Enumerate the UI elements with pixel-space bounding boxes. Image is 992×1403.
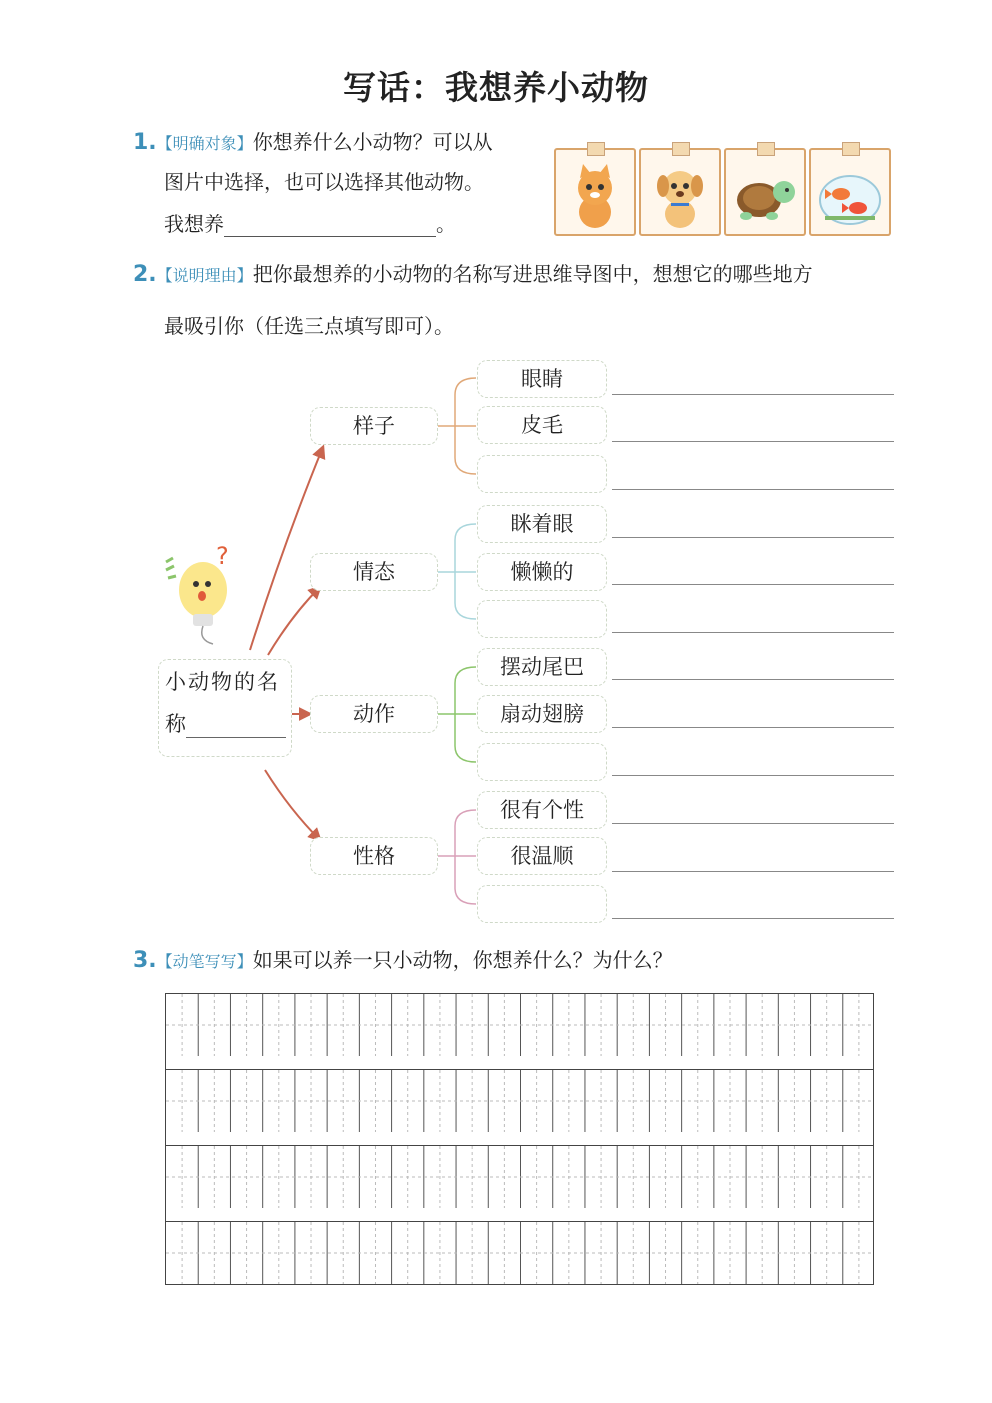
q3-line1	[133, 944, 673, 973]
branch-expression: 情态	[310, 553, 438, 591]
leaf-action-3[interactable]	[477, 743, 607, 781]
grid-row-gap	[165, 1209, 874, 1221]
grid-row[interactable]	[165, 1145, 874, 1209]
q1-prefix: 我想养	[164, 212, 224, 236]
q1-number: 1.	[133, 130, 157, 155]
branch-character-lines	[438, 810, 476, 904]
answer-line[interactable]	[612, 918, 894, 919]
page-title: 写话：我想养小动物	[343, 68, 649, 107]
arrow-to-expression	[268, 587, 320, 655]
answer-line[interactable]	[612, 441, 894, 442]
leaf-expression-1: 眯着眼	[477, 505, 607, 543]
answer-line[interactable]	[612, 871, 894, 872]
q3-number: 3.	[133, 948, 157, 973]
branch-appearance: 样子	[310, 407, 438, 445]
center-label-line2	[165, 708, 285, 738]
q1-line2: 图片中选择，也可以选择其他动物。	[164, 170, 484, 194]
q3-tag: 【动笔写写】	[156, 952, 253, 971]
q2-line2: 最吸引你（任选三点填写即可）。	[164, 314, 454, 338]
q2-text: 把你最想养的小动物的名称写进思维导图中，想想它的哪些地方	[252, 262, 813, 286]
arrow-to-character	[265, 770, 320, 840]
writing-grid[interactable]	[165, 993, 874, 1285]
leaf-appearance-1: 眼睛	[477, 360, 607, 398]
leaf-character-3[interactable]	[477, 885, 607, 923]
leaf-action-1: 摆动尾巴	[477, 648, 607, 686]
answer-line[interactable]	[612, 537, 894, 538]
center-label-text: 称	[165, 712, 186, 736]
leaf-expression-3[interactable]	[477, 600, 607, 638]
svg-text:?: ?	[216, 542, 229, 570]
q2-tag: 【说明理由】	[156, 266, 253, 285]
branch-action: 动作	[310, 695, 438, 733]
grid-row-gap	[165, 1133, 874, 1145]
q2-number: 2.	[133, 262, 157, 287]
q1-suffix: 。	[436, 212, 456, 236]
branch-action-lines	[438, 667, 476, 762]
mindmap-center-node	[158, 659, 292, 757]
branch-appearance-lines	[438, 378, 476, 474]
answer-line[interactable]	[612, 775, 894, 776]
leaf-action-2: 扇动翅膀	[477, 695, 607, 733]
grid-row[interactable]	[165, 993, 874, 1057]
center-label-line1: 小动物的名	[165, 670, 280, 694]
animal-name-input-line[interactable]	[186, 719, 286, 738]
branch-expression-lines	[438, 524, 476, 619]
leaf-expression-2: 懒懒的	[477, 553, 607, 591]
answer-line[interactable]	[612, 489, 894, 490]
q3-text: 如果可以养一只小动物，你想养什么？为什么？	[252, 948, 673, 972]
answer-line[interactable]	[612, 584, 894, 585]
leaf-appearance-2: 皮毛	[477, 406, 607, 444]
leaf-character-2: 很温顺	[477, 837, 607, 875]
leaf-character-1: 很有个性	[477, 791, 607, 829]
grid-row[interactable]	[165, 1221, 874, 1285]
answer-line[interactable]	[612, 823, 894, 824]
answer-line[interactable]	[612, 632, 894, 633]
lightbulb-mascot-icon	[158, 540, 248, 650]
leaf-appearance-3[interactable]	[477, 455, 607, 493]
branch-character: 性格	[310, 837, 438, 875]
q1-tag: 【明确对象】	[156, 134, 253, 153]
answer-line[interactable]	[612, 679, 894, 680]
answer-line[interactable]	[612, 727, 894, 728]
arrow-to-appearance	[250, 447, 323, 650]
answer-line[interactable]	[612, 394, 894, 395]
grid-row[interactable]	[165, 1069, 874, 1133]
q1-text: 你想养什么小动物？可以从	[252, 130, 493, 154]
grid-row-gap	[165, 1057, 874, 1069]
